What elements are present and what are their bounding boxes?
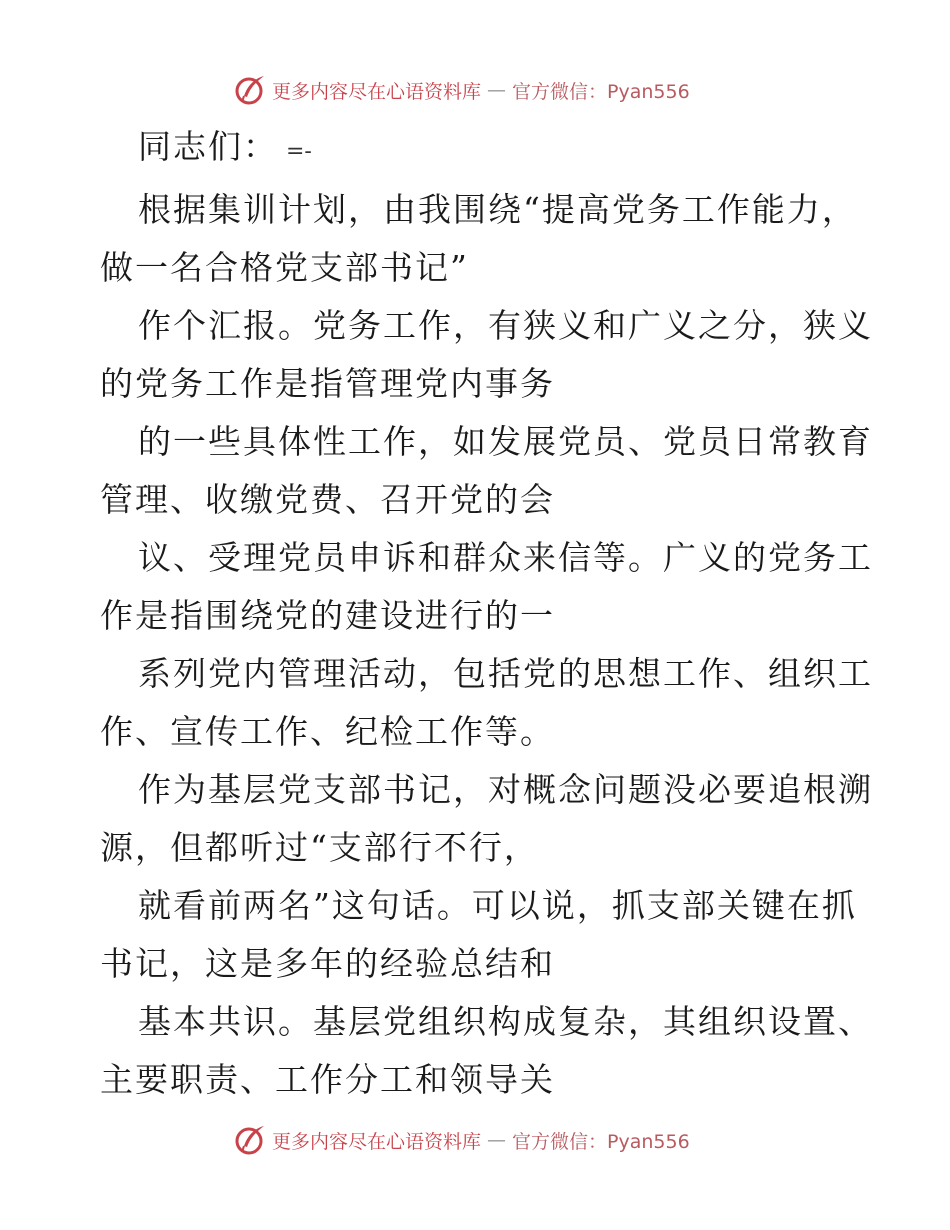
text-line: 根据集训计划，由我围绕“提高党务工作能力， [138,190,857,229]
document-body [100,118,873,1109]
text-line: 作、宣传工作、纪检工作等。 [100,712,555,751]
text-line: 做一名合格党支部书记” [100,248,469,287]
salutation-text: 同志们： [138,127,278,166]
footer-watermark [234,1123,690,1157]
salutation [100,118,860,181]
text-line: 主要职责、工作分工和领导关 [100,1060,555,1099]
watermark-separator: — [487,1129,507,1151]
text-line: 作个汇报。党务工作，有狭义和广义之分，狭义 [138,306,873,345]
watermark-brand: 更多内容尽在心语资料库 [272,1130,482,1153]
text-line: 书记，这是多年的经验总结和 [100,944,555,983]
text-line: 基本共识。基层党组织构成复杂，其组织设置、 [138,1002,873,1041]
header-watermark [234,73,690,107]
feather-pen-in-circle-icon [234,74,266,106]
text-line: 源，但都听过“支部行不行， [100,828,539,867]
text-line: 作为基层党支部书记，对概念问题没必要追根溯 [138,770,873,809]
watermark-separator: — [487,79,507,101]
text-line: 议、受理党员申诉和群众来信等。广义的党务工 [138,538,873,577]
salutation-marker: =- [286,139,312,164]
feather-pen-in-circle-icon [234,1124,266,1156]
text-line: 系列党内管理活动，包括党的思想工作、组织工 [138,654,873,693]
text-line: 的党务工作是指管理党内事务 [100,364,555,403]
text-line: 就看前两名”这句话。可以说，抓支部关键在抓 [138,886,857,925]
text-line: 作是指围绕党的建设进行的一 [100,596,555,635]
text-line: 的一些具体性工作，如发展党员、党员日常教育 [138,422,873,461]
watermark-contact: 官方微信：Pyan556 [512,80,690,103]
watermark-contact: 官方微信：Pyan556 [512,1130,690,1153]
text-line: 管理、收缴党费、召开党的会 [100,480,555,519]
watermark-brand: 更多内容尽在心语资料库 [272,80,482,103]
